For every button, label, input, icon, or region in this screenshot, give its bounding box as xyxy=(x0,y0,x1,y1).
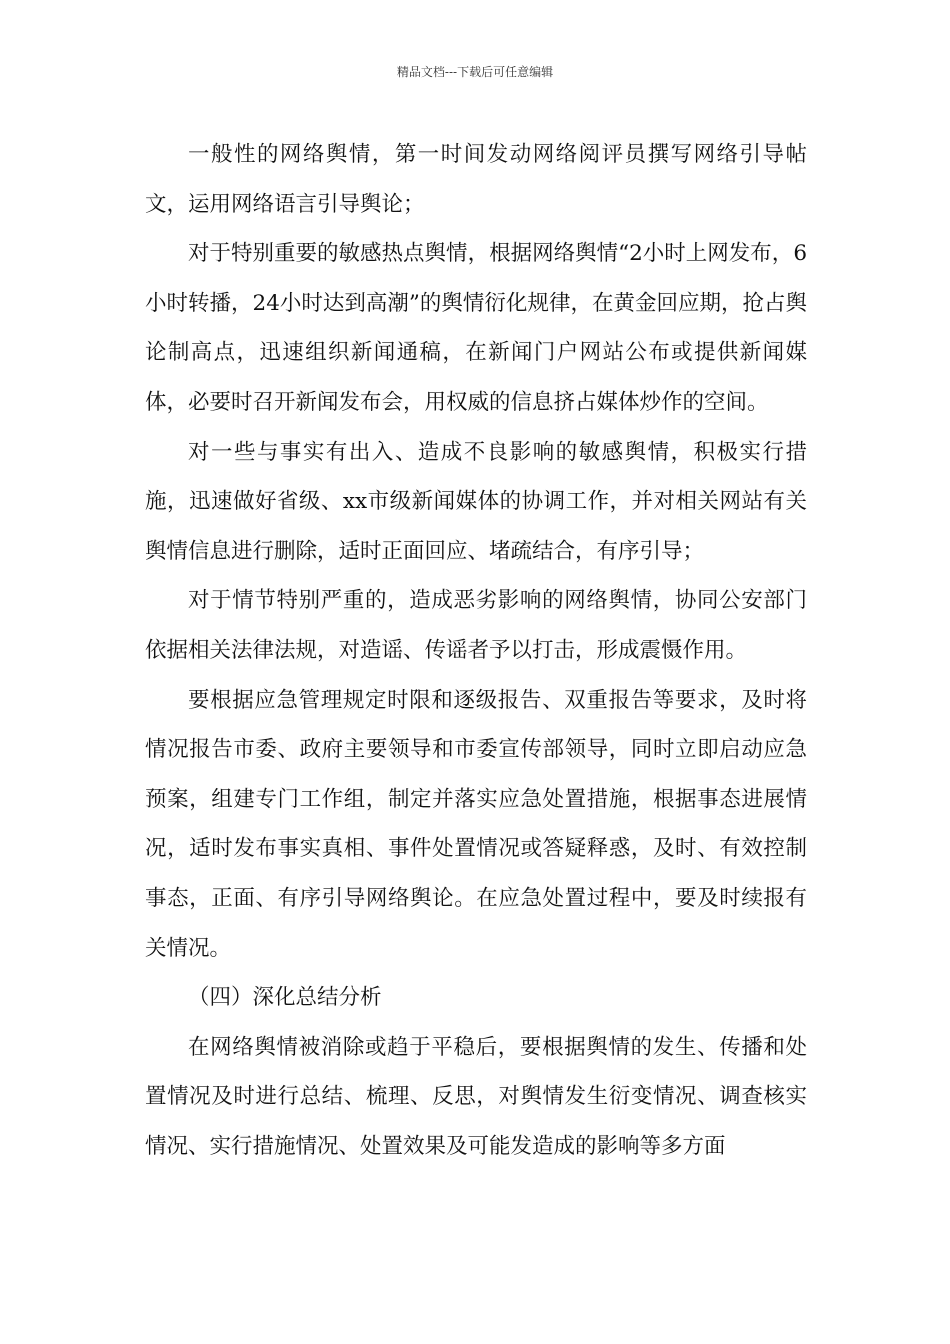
paragraph-sensitive-opinion: 对一些与事实有出入、造成不良影响的敏感舆情，积极实行措施，迅速做好省级、xx市级新闻媒体的协调工作，并对相关网站有关舆情信息进行删除，适时正面回应、堵疏结合，有序引导； xyxy=(145,439,807,564)
paragraph-emergency-report: 要根据应急管理规定时限和逐级报告、双重报告等要求，及时将情况报告市委、政府主要领导和市委宣传部领导，同时立即启动应急预案，组建专门工作组，制定并落实应急处置措施，根据事态进展情况，适时发布事实真相、事件处置情况或答疑释惑，及时、有效控制事态，正面、有序引导网络舆论。在应急处置过程中，要及时续报有关情况。 xyxy=(145,687,807,961)
document-body xyxy=(145,130,807,1171)
page-header: 精品文档---下载后可任意编辑 xyxy=(396,65,554,79)
paragraph-general-opinion: 一般性的网络舆情，第一时间发动网络阅评员撰写网络引导帖文，运用网络语言引导舆论； xyxy=(145,142,807,217)
paragraph-summary-analysis: 在网络舆情被消除或趋于平稳后，要根据舆情的发生、传播和处置情况及时进行总结、梳理、反思，对舆情发生衍变情况、调查核实情况、实行措施情况、处置效果及可能发造成的影响等多方面 xyxy=(145,1034,807,1159)
paragraph-serious-opinion: 对于情节特别严重的，造成恶劣影响的网络舆情，协同公安部门依据相关法律法规，对造谣、传谣者予以打击，形成震慑作用。 xyxy=(145,588,807,663)
section-heading: （四）深化总结分析 xyxy=(188,985,382,1011)
paragraph-hot-topic-opinion: 对于特别重要的敏感热点舆情，根据网络舆情“2小时上网发布，6小时转播，24小时达到高潮”的舆情衍化规律，在黄金回应期，抢占舆论制高点，迅速组织新闻通稿，在新闻门户网站公布或提供新闻媒体，必要时召开新闻发布会，用权威的信息挤占媒体炒作的空间。 xyxy=(145,241,807,415)
